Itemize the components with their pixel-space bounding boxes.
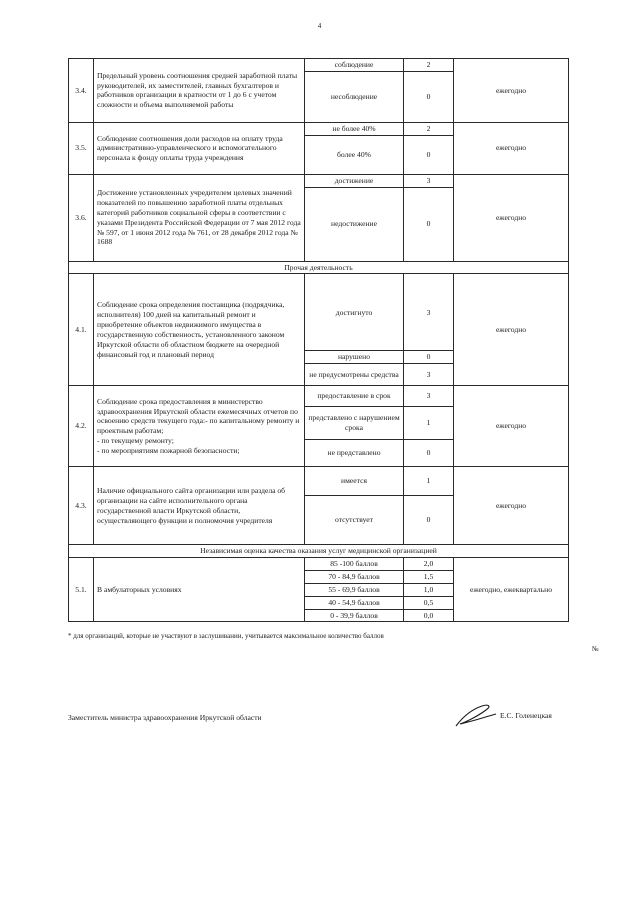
- row-number: 5.1.: [69, 558, 94, 622]
- points-cell: 1: [404, 467, 454, 496]
- points-cell: 0: [404, 351, 454, 364]
- table-row: [69, 59, 569, 72]
- condition-cell: отсутствует: [305, 496, 404, 545]
- points-cell: 3: [404, 174, 454, 187]
- condition-cell: 70 - 84,9 баллов: [305, 571, 404, 584]
- section-row: [69, 545, 569, 558]
- points-cell: 2: [404, 59, 454, 72]
- period-cell: ежегодно: [454, 386, 569, 467]
- handwritten-signature-icon: [452, 700, 500, 730]
- points-cell: 1,0: [404, 583, 454, 596]
- page-number: 4: [317, 22, 322, 30]
- table-row: [69, 122, 569, 135]
- table-row: [69, 558, 569, 571]
- condition-cell: предоставление в срок: [305, 386, 404, 407]
- points-cell: 1: [404, 407, 454, 440]
- points-cell: 3: [404, 274, 454, 351]
- condition-cell: 0 - 39,9 баллов: [305, 609, 404, 622]
- condition-cell: более 40%: [305, 135, 404, 174]
- points-cell: 1,5: [404, 571, 454, 584]
- period-cell: ежегодно: [454, 122, 569, 174]
- points-cell: 0: [404, 71, 454, 122]
- table-row: [69, 386, 569, 407]
- period-cell: ежегодно: [454, 59, 569, 123]
- period-cell: ежегодно: [454, 467, 569, 545]
- condition-cell: представлено с нарушением срока: [305, 407, 404, 440]
- condition-cell: соблюдение: [305, 59, 404, 72]
- points-cell: 2,0: [404, 558, 454, 571]
- points-cell: 0: [404, 187, 454, 261]
- row-number: 4.3.: [69, 467, 94, 545]
- criterion-line: - по текущему ремонту;: [97, 436, 174, 446]
- points-cell: 2: [404, 122, 454, 135]
- condition-cell: нарушено: [305, 351, 404, 364]
- table-row: [69, 274, 569, 351]
- condition-cell: несоблюдение: [305, 71, 404, 122]
- criterion-name: Предельный уровень соотношения средней заработной платы руководителей, их заместителей, главных бухгалтеров и работников организации в кратности от 1 до 6 с учетом сложности и объема выполняемой работы: [94, 59, 305, 123]
- row-number: 4.1.: [69, 274, 94, 386]
- footnote: * для организаций, которые не участвуют в заслушивании, учитывается максимальное количество баллов: [68, 632, 384, 640]
- table-row: [69, 467, 569, 496]
- table-row: [69, 174, 569, 187]
- row-number: 3.5.: [69, 122, 94, 174]
- row-number: 3.4.: [69, 59, 94, 123]
- condition-cell: имеется: [305, 467, 404, 496]
- period-cell: ежегодно: [454, 174, 569, 261]
- condition-cell: не более 40%: [305, 122, 404, 135]
- period-cell: ежегодно: [454, 274, 569, 386]
- criterion-name: Достижение установленных учредителем целевых значений показателей по повышению заработной платы отдельных категорий работников социальной сферы в соответствии с указами Президента Российской Федерации от 7 мая 2012 года № 597, от 1 июня 2012 года № 761, от 28 декабря 2012 года № 1688: [94, 174, 305, 261]
- section-row: [69, 261, 569, 274]
- points-cell: 3: [404, 386, 454, 407]
- condition-cell: недостижение: [305, 187, 404, 261]
- points-cell: 0,0: [404, 609, 454, 622]
- margin-mark: №: [592, 645, 599, 653]
- period-cell: ежегодно, ежеквартально: [454, 558, 569, 622]
- section-heading: Прочая деятельность: [69, 261, 569, 274]
- condition-cell: не представлено: [305, 440, 404, 467]
- criterion-name: В амбулаторных условиях: [94, 558, 305, 622]
- condition-cell: 40 - 54,9 баллов: [305, 596, 404, 609]
- criterion-line: Соблюдение срока предоставления в министерство здравоохранения Иркутской области ежемесячных отчетов по освоению средств текущего года:- по капитальному ремонту и проектным работам;: [97, 396, 300, 436]
- condition-cell: 55 - 69,9 баллов: [305, 583, 404, 596]
- criterion-name: Соблюдение соотношения доли расходов на оплату труда административно-управленческого и вспомогательного персонала к фонду оплаты труда учреждения: [94, 122, 305, 174]
- row-number: 3.6.: [69, 174, 94, 261]
- condition-cell: достижение: [305, 174, 404, 187]
- criterion-name: Наличие официального сайта организации или раздела об организации на сайте исполнительного органа государственной власти Иркутской области, осуществляющего функции и полномочия учредителя: [94, 467, 305, 545]
- signatory-title: Заместитель министра здравоохранения Иркутской области: [68, 713, 262, 722]
- row-number: 4.2.: [69, 386, 94, 467]
- points-cell: 0,5: [404, 596, 454, 609]
- signatory-name: Е.С. Голенецкая: [500, 711, 552, 720]
- condition-cell: не предусмотрены средства: [305, 364, 404, 386]
- condition-cell: достигнуто: [305, 274, 404, 351]
- criteria-table: [68, 58, 569, 622]
- points-cell: 0: [404, 440, 454, 467]
- criterion-name: [94, 386, 305, 467]
- points-cell: 3: [404, 364, 454, 386]
- criterion-line: - по мероприятиям пожарной безопасности;: [97, 446, 240, 456]
- section-heading: Независимая оценка качества оказания услуг медицинской организацией: [69, 545, 569, 558]
- condition-cell: 85 -100 баллов: [305, 558, 404, 571]
- points-cell: 0: [404, 135, 454, 174]
- criterion-name: Соблюдение срока определения поставщика (подрядчика, исполнителя) 100 дней на капитальный ремонт и приобретение объектов недвижимого имущества в государственную собственность, установленного законом Иркутской области об областном бюджете на очередной финансовый год и плановый период: [94, 274, 305, 386]
- points-cell: 0: [404, 496, 454, 545]
